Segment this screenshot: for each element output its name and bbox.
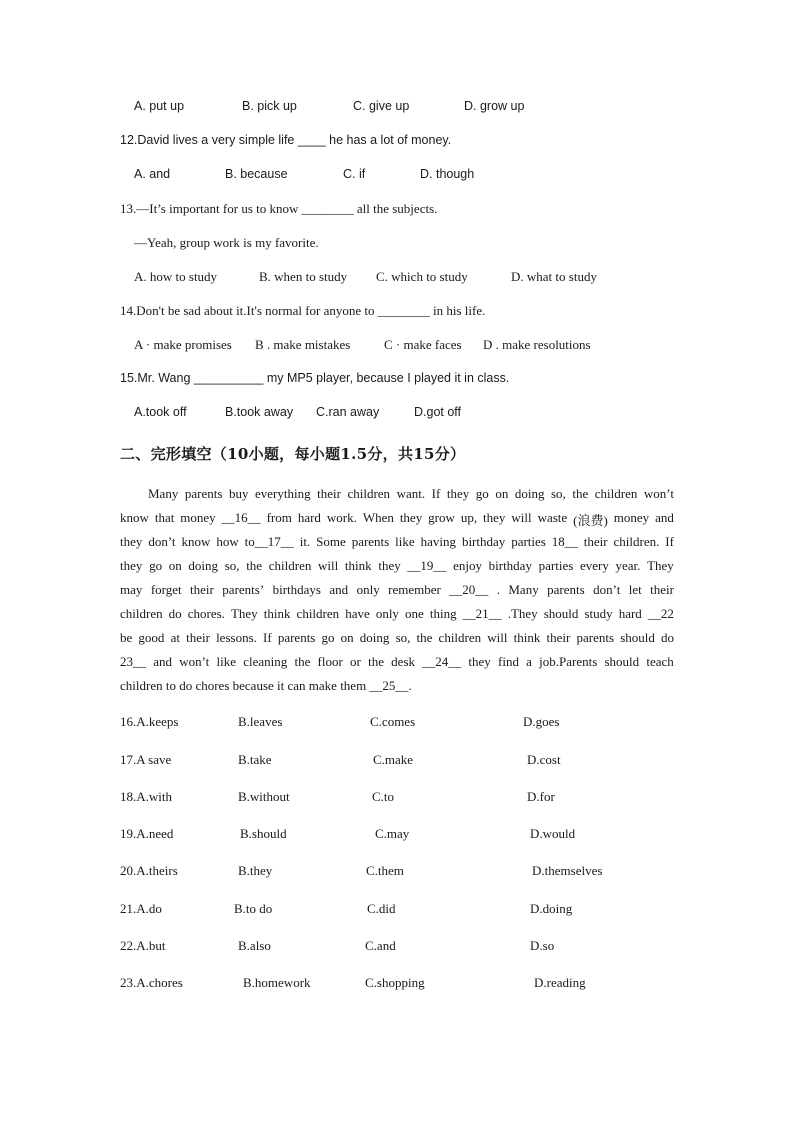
q11-option-a: A. put up xyxy=(134,99,185,113)
passage-word: grow xyxy=(428,510,455,525)
passage-word: They xyxy=(230,606,258,621)
passage-word: they xyxy=(378,558,401,573)
passage-word: like xyxy=(395,534,415,549)
passage-word: birthday xyxy=(461,534,506,549)
passage-word: Many xyxy=(148,486,179,501)
passage-word: the xyxy=(572,486,589,501)
passage-word: Many xyxy=(508,582,539,597)
passage-word: only xyxy=(375,606,399,621)
cloze-q16-d: D.goes xyxy=(523,714,560,729)
passage-word: they xyxy=(483,510,506,525)
passage-word: Some xyxy=(316,534,346,549)
passage-word: so, xyxy=(224,558,240,573)
passage-word: parents xyxy=(277,630,316,645)
passage-word: think xyxy=(344,558,372,573)
passage-word: their xyxy=(583,534,608,549)
cloze-q19-a: 19.A.need xyxy=(120,826,174,841)
passage-word: only xyxy=(356,582,380,597)
passage-word: let xyxy=(628,582,642,597)
passage-word: parties xyxy=(538,558,574,573)
cloze-q18-c: C.to xyxy=(372,789,395,804)
passage-word: their xyxy=(650,582,674,597)
passage-word: hard xyxy=(618,606,642,621)
passage-word: their xyxy=(546,630,571,645)
passage-word: won’t xyxy=(643,486,674,501)
passage-word: don’t xyxy=(148,534,176,549)
passage-word: birthday xyxy=(488,558,532,573)
cloze-q16-c: C.comes xyxy=(370,714,416,729)
passage-word: 18__ xyxy=(551,534,578,549)
q12-option-c: C. if xyxy=(343,167,366,181)
passage-line-4 xyxy=(120,558,674,574)
q11-option-b: B. pick up xyxy=(242,99,297,113)
q15-option-b: B.took away xyxy=(225,405,294,419)
cloze-q17-d: D.cost xyxy=(527,752,561,767)
passage-word: If xyxy=(431,486,441,501)
passage-word: go xyxy=(321,630,335,645)
passage-word: their xyxy=(190,582,214,597)
q12-option-d: D. though xyxy=(420,167,475,181)
passage-word: will xyxy=(487,630,508,645)
q13-option-a: A. how to study xyxy=(134,269,218,284)
cloze-q23-d: D.reading xyxy=(534,975,586,990)
passage-word: like xyxy=(216,654,236,669)
passage-word: it. xyxy=(299,534,311,549)
passage-word: thing xyxy=(429,606,457,621)
q15-option-a: A.took off xyxy=(134,405,187,419)
passage-word: may xyxy=(120,582,143,597)
passage-line-2 xyxy=(120,510,674,529)
cloze-q17-b: B.take xyxy=(238,752,272,767)
cloze-q19-d: D.would xyxy=(530,826,576,841)
passage-word: will xyxy=(511,510,532,525)
passage-word: chores. xyxy=(187,606,225,621)
passage-word: their xyxy=(186,630,210,645)
q14-option-a: A · make promises xyxy=(134,337,232,352)
passage-word: parents xyxy=(351,534,390,549)
q14-option-d: D . make resolutions xyxy=(483,337,591,352)
passage-word: children xyxy=(347,486,391,501)
passage-word: don’t xyxy=(593,582,621,597)
passage-word: and xyxy=(329,582,349,597)
passage-word: do xyxy=(168,606,182,621)
passage-word: should xyxy=(620,630,655,645)
passage-word: parents xyxy=(576,630,615,645)
cloze-q22-a: 22.A.but xyxy=(120,938,166,953)
passage-word: should xyxy=(543,606,579,621)
passage-word: They xyxy=(647,558,674,573)
passage-word: parents’ xyxy=(222,582,265,597)
passage-word: know xyxy=(181,534,211,549)
passage-word: find xyxy=(498,654,519,669)
q13-reply: —Yeah, group work is my favorite. xyxy=(134,235,319,250)
cloze-q19-c: C.may xyxy=(375,826,410,841)
passage-word: cleaning xyxy=(243,654,288,669)
passage-word: everything xyxy=(254,486,311,501)
passage-word: job.Parents xyxy=(539,654,598,669)
q11-option-c: C. give up xyxy=(353,99,410,113)
passage-word: go xyxy=(149,558,163,573)
passage-word: children xyxy=(268,558,312,573)
cloze-q20-c: C.them xyxy=(366,863,404,878)
passage-word: think xyxy=(263,606,291,621)
passage-word: from xyxy=(266,510,292,525)
passage-word: remember xyxy=(388,582,441,597)
q15-option-d: D.got off xyxy=(414,405,462,419)
passage-line-3 xyxy=(120,534,674,550)
passage-word: parents xyxy=(184,486,223,501)
passage-word: go xyxy=(475,486,489,501)
cloze-q22-b: B.also xyxy=(238,938,271,953)
passage-word: so, xyxy=(395,630,411,645)
passage-word: money xyxy=(180,510,216,525)
passage-word: so, xyxy=(551,486,566,501)
passage-word: children xyxy=(120,606,163,621)
passage-line-1 xyxy=(148,486,674,502)
cloze-q20-d: D.themselves xyxy=(532,863,603,878)
passage-word: have xyxy=(345,606,370,621)
passage-word: will xyxy=(318,558,339,573)
q14-option-c: C · make faces xyxy=(384,337,462,352)
passage-word: __16__ xyxy=(221,510,261,525)
cloze-q18-a: 18.A.with xyxy=(120,789,172,804)
cloze-q23-b: B.homework xyxy=(243,975,311,990)
q15-stem: 15.Mr. Wang __________ my MP5 player, because I played it in class. xyxy=(120,371,510,385)
passage-word: that xyxy=(154,510,175,525)
passage-word: the xyxy=(416,630,433,645)
passage-word: lessons. xyxy=(216,630,257,645)
cloze-passage xyxy=(120,486,674,696)
q13-stem: 13.—It’s important for us to know ________ all the subjects. xyxy=(120,201,438,216)
cloze-q18-d: D.for xyxy=(527,789,555,804)
passage-word: want. xyxy=(396,486,426,501)
q14-stem: 14.Don't be sad about it.It's normal for anyone to ________ in his life. xyxy=(120,303,486,318)
passage-word: they xyxy=(120,534,143,549)
passage-word: (浪费) xyxy=(573,513,608,528)
passage-word: how xyxy=(216,534,239,549)
passage-word: hard xyxy=(297,510,321,525)
q12-option-a: A. and xyxy=(134,167,171,181)
passage-word: 23__ xyxy=(120,654,146,669)
cloze-q16-a: 16.A.keeps xyxy=(120,714,179,729)
passage-word: year. xyxy=(615,558,641,573)
passage-word: work. xyxy=(326,510,357,525)
passage-word: When xyxy=(362,510,394,525)
passage-word: or xyxy=(350,654,361,669)
passage-word: on xyxy=(495,486,509,501)
passage-word: children xyxy=(438,630,482,645)
passage-word: parties xyxy=(511,534,546,549)
passage-word: should xyxy=(604,654,640,669)
cloze-q20-b: B.they xyxy=(238,863,273,878)
passage-word: every xyxy=(579,558,609,573)
cloze-q21-c: C.did xyxy=(367,901,396,916)
q12-stem: 12.David lives a very simple life ____ he has a lot of money. xyxy=(120,133,452,147)
passage-word: doing xyxy=(514,486,545,501)
passage-line-7 xyxy=(120,630,674,646)
passage-word: good xyxy=(138,630,165,645)
q15-option-c: C.ran away xyxy=(316,405,380,419)
passage-word: they xyxy=(120,558,143,573)
cloze-q21-d: D.doing xyxy=(530,901,573,916)
q14-option-b: B . make mistakes xyxy=(255,337,351,352)
cloze-q22-c: C.and xyxy=(365,938,396,953)
passage-word: their xyxy=(317,486,341,501)
passage-word: __20__ xyxy=(449,582,489,597)
passage-word: the xyxy=(294,654,311,669)
cloze-q17-a: 17.A save xyxy=(120,752,172,767)
passage-word: a xyxy=(526,654,532,669)
passage-word: be xyxy=(120,630,133,645)
cloze-q20-a: 20.A.theirs xyxy=(120,863,178,878)
passage-word: parents xyxy=(547,582,585,597)
passage-word: do xyxy=(661,630,674,645)
passage-word: If xyxy=(665,534,674,549)
passage-word: having xyxy=(420,534,456,549)
cloze-q23-c: C.shopping xyxy=(365,975,425,990)
passage-word: won’t xyxy=(179,654,210,669)
cloze-q23-a: 23.A.chores xyxy=(120,975,183,990)
passage-word: children xyxy=(594,486,638,501)
q13-option-d: D. what to study xyxy=(511,269,597,284)
passage-word: study xyxy=(584,606,613,621)
passage-word: at xyxy=(170,630,180,645)
passage-word: __22 xyxy=(647,606,674,621)
passage-word: waste xyxy=(537,510,568,525)
passage-word: on xyxy=(168,558,182,573)
cloze-q16-b: B.leaves xyxy=(238,714,283,729)
passage-word: buy xyxy=(228,486,249,501)
passage-word: __19__ xyxy=(407,558,447,573)
q12-option-b: B. because xyxy=(225,167,288,181)
passage-line-8 xyxy=(120,654,674,670)
passage-word: one xyxy=(405,606,424,621)
passage-word: the xyxy=(246,558,263,573)
passage-word: __21__ xyxy=(462,606,502,621)
cloze-q21-a: 21.A.do xyxy=(120,901,162,916)
passage-word: desk xyxy=(391,654,416,669)
cloze-q21-b: B.to do xyxy=(234,901,273,916)
passage-word: on xyxy=(340,630,354,645)
passage-word: forget xyxy=(150,582,182,597)
passage-word: enjoy xyxy=(453,558,482,573)
cloze-q17-c: C.make xyxy=(373,752,414,767)
passage-line-9: children to do chores because it can make them __25__. xyxy=(120,678,412,693)
passage-word: doing xyxy=(359,630,390,645)
passage-word: up, xyxy=(460,510,478,525)
passage-word: know xyxy=(120,510,149,525)
passage-line-6 xyxy=(120,606,674,622)
q11-option-d: D. grow up xyxy=(464,99,525,113)
passage-word: birthdays xyxy=(272,582,321,597)
passage-word: and xyxy=(153,654,172,669)
section-heading: 二、完形填空（10小题，每小题1.5分，共15分） xyxy=(120,445,466,463)
passage-line-5 xyxy=(120,582,674,598)
cloze-q18-b: B.without xyxy=(238,789,290,804)
passage-word: children xyxy=(296,606,340,621)
passage-word: and xyxy=(655,510,674,525)
passage-word: If xyxy=(263,630,272,645)
q13-option-b: B. when to study xyxy=(259,269,348,284)
passage-word: they xyxy=(399,510,423,525)
passage-word: think xyxy=(513,630,541,645)
passage-word: money xyxy=(613,510,650,525)
q13-option-c: C. which to study xyxy=(376,269,468,284)
passage-word: teach xyxy=(646,654,674,669)
passage-word: .They xyxy=(507,606,538,621)
passage-word: they xyxy=(468,654,491,669)
passage-word: floor xyxy=(317,654,343,669)
passage-word: they xyxy=(446,486,470,501)
cloze-q22-d: D.so xyxy=(530,938,555,953)
passage-word: children. xyxy=(613,534,660,549)
passage-word: doing xyxy=(188,558,219,573)
passage-word: to__17__ xyxy=(244,534,294,549)
passage-word: __24__ xyxy=(422,654,462,669)
passage-word: the xyxy=(368,654,384,669)
passage-word: . xyxy=(496,582,500,597)
cloze-q19-b: B.should xyxy=(240,826,287,841)
